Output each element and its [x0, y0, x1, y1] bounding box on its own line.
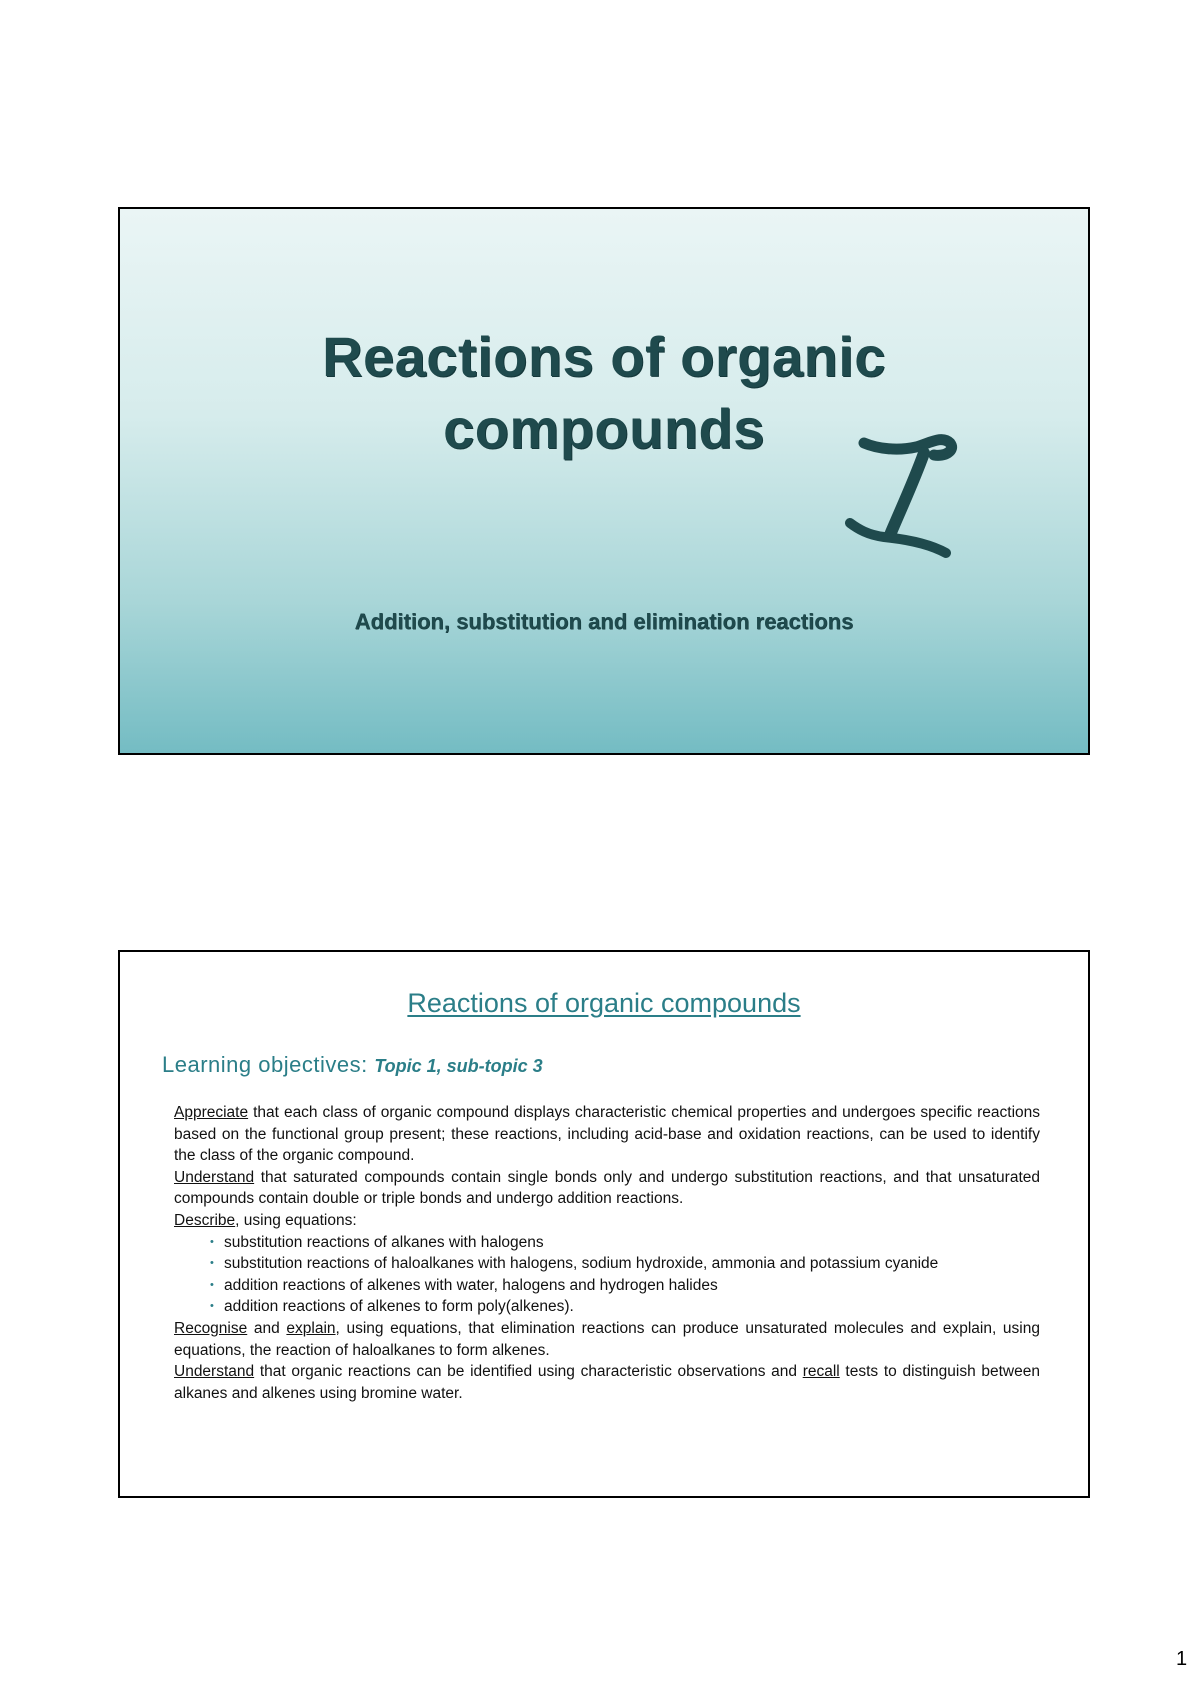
list-item: • substitution reactions of alkanes with halogens — [224, 1232, 1040, 1254]
list-item: • addition reactions of alkenes with water, halogens and hydrogen halides — [224, 1275, 1040, 1297]
objective-paragraph: Recognise and explain, using equations, that elimination reactions can produce unsaturated molecules and explain, using equations, the reaction of haloalkanes to form alkenes. — [174, 1319, 1040, 1359]
objectives-body — [174, 1102, 1040, 1404]
topic-reference: Topic 1, sub-topic 3 — [374, 1056, 543, 1076]
bullet-icon: • — [210, 1235, 214, 1248]
slide-title: Reactions of organic compounds — [407, 988, 801, 1018]
title-line-1: Reactions of organic — [322, 325, 886, 388]
title-slide — [118, 207, 1090, 755]
bullet-icon: • — [210, 1257, 214, 1270]
handwritten-one-mark — [838, 431, 978, 581]
objectives-slide — [118, 950, 1090, 1498]
page-number: 1 — [1176, 1648, 1188, 1670]
reaction-list — [174, 1232, 1040, 1318]
objective-paragraph: Appreciate that each class of organic compound displays characteristic chemical properties and undergoes specific reactions based on the functional group present; these reactions, including acid-base and oxidation reactions, can be used to identify the class of the organic compound. — [174, 1104, 1040, 1165]
objective-paragraph: Understand that saturated compounds contain single bonds only and undergo substitution reactions, and that unsaturated compounds contain double or triple bonds and undergo addition reactions. — [174, 1168, 1040, 1208]
learning-objectives-heading: Learning objectives: Topic 1, sub-topic 3 — [162, 1052, 543, 1077]
bullet-icon: • — [210, 1300, 214, 1313]
slide-subtitle: Addition, substitution and elimination reactions — [354, 609, 854, 634]
objective-paragraph: Understand that organic reactions can be identified using characteristic observations and recall tests to distinguish between alkanes and alkenes using bromine water. — [174, 1363, 1040, 1402]
list-item: • addition reactions of alkenes to form poly(alkenes). — [224, 1296, 1040, 1318]
list-item: • substitution reactions of haloalkanes with halogens, sodium hydroxide, ammonia and potassium cyanide — [224, 1253, 1040, 1275]
title-line-2: compounds — [443, 397, 765, 460]
objective-paragraph: Describe, using equations: — [174, 1211, 357, 1229]
bullet-icon: • — [210, 1278, 214, 1291]
